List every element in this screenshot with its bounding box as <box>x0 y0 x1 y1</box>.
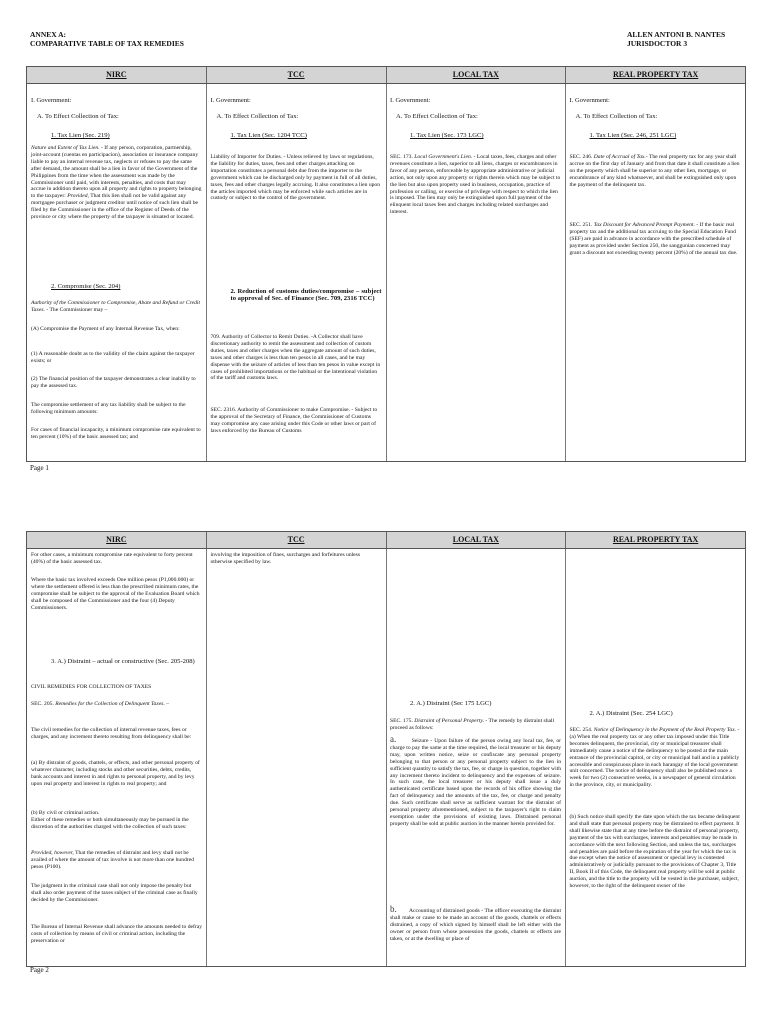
paragraph: (b) By civil or criminal action. <box>31 810 100 816</box>
item-heading: 2. Reduction of customs duties/compromise – subject to approval of Sec. of Finance (Sec. 709, 2316 TCC) <box>230 288 382 302</box>
column-header-tcc: TCC <box>207 532 387 548</box>
item-heading: 2. Compromise (Sec. 204) <box>51 283 121 290</box>
paragraph: SEC. 205. Remedies for the Collection of Delinquent Taxes. – <box>31 701 170 707</box>
paragraph: For cases of financial incapacity, a minimum compromise rate equivalent to ten percent (10%) of the basic assessed tax; and <box>31 427 201 440</box>
page1-table <box>26 66 746 462</box>
table-header <box>27 67 745 84</box>
item-heading: 2. A.) Distraint (Sec. 254 LGC) <box>589 710 673 717</box>
subsection-heading: A. To Effect Collection of Tax: <box>396 113 478 120</box>
section-heading: I. Government: <box>210 97 251 104</box>
nirc-column <box>27 549 207 966</box>
page-number: Page 1 <box>30 464 49 472</box>
paragraph: involving the imposition of fines, surcharges and forfeitures unless otherwise specified by law. <box>210 552 361 565</box>
paragraph: (b) Such notice shall specify the date upon which the tax became delinquent and shall state that personal property may be distrained to effect payment. It shall likewise state that at any time before the distraint of personal property, payment of the tax with surcharges, interests and penalties may be made in accordance with the next following Section, and unless the tax, surcharges and penalties are paid before the expiration of the year for which the tax is due except when the notice of assessment or special levy is contested administratively or judicially pursuant to the provisions of Chapter 3, Title II, Book II of this Code, the delinquent real property will be sold at public auction, and the title to the property will be vested in the purchaser, subject, however, to the right of the delinquent owner of the <box>569 814 740 890</box>
subsection-heading: A. To Effect Collection of Tax: <box>216 113 299 120</box>
section-heading: I. Government: <box>569 97 610 104</box>
document-title: COMPARATIVE TABLE OF TAX REMEDIES <box>30 39 184 48</box>
paragraph: For other cases, a minimum compromise rate equivalent to forty percent (40%) of the basic assessed tax. <box>31 552 193 565</box>
author-name: ALLEN ANTONI B. NANTES <box>627 30 726 39</box>
item-heading: 1. Tax Lien (Sec. 173 LGC) <box>410 132 484 139</box>
paragraph: (A) Compromise the Payment of any Internal Revenue Tax, when: <box>31 326 180 332</box>
column-header-real-property-tax: REAL PROPERTY TAX <box>612 535 699 544</box>
paragraph: (1) A reasonable doubt as to the validity of the claim against the taxpayer exists; or <box>31 351 195 364</box>
paragraph: The compromise settlement of any tax liability shall be subject to the following minimum amounts: <box>31 402 186 415</box>
item-heading: 1. Tax Lien (Sec. 246, 251 LGC) <box>589 132 677 139</box>
subsection-heading: A. To Effect Collection of Tax: <box>575 113 658 120</box>
section-heading: I. Government: <box>390 97 431 104</box>
paragraph: 709. Authority of Collector to Remit Duties. -A Collector shall have discretionary authority to remit the assessment and collection of custom duties, taxes and other charges when the aggregate amount of such duties, taxes and other charges is less than ten pesos in all cases, and he may dispense with the seizure of articles of less than ten pesos in value except in cases of prohibited importations or the habitual or the intentional violation of the tariff and customs laws. <box>210 334 381 382</box>
paragraph: Authority of the Commissioner to Compromise, Abate and Refund or Credit Taxes. - The Commissioner may – <box>31 300 200 313</box>
subsection-heading: A. To Effect Collection of Tax: <box>37 113 119 120</box>
list-item: b. Accounting of distrained goods - The officer executing the distraint shall make or cause to be made an account of the goods, chattels or effects distrained, a copy of which signed by himself shall be left either with the owner or person from whose possession the goods, chattels or effects are taken, or at the dwelling or place of <box>390 904 561 942</box>
paragraph: SEC. 2316. Authority of Commissioner to make Compromise. - Subject to the approval of the Secretary of Finance, the Commissioner of Customs may compromise any case arising under this Code or other laws or part of laws enforced by the Bureau of Customs <box>210 407 378 434</box>
document-header-left <box>30 30 184 48</box>
local-tax-column <box>386 549 566 966</box>
column-header-local-tax: LOCAL TAX <box>387 532 567 548</box>
local-tax-column <box>386 84 566 461</box>
paragraph: The Bureau of Internal Revenue shall advance the amounts needed to defray costs of collection by means of civil or criminal action, including the preservation or <box>31 924 203 944</box>
paragraph: The civil remedies for the collection of internal revenue taxes, fees or charges, and any increment thereto resulting from delinquency shall be: <box>31 727 192 740</box>
item-heading: 1. Tax Lien (Sec. 1204 TCC) <box>230 132 307 139</box>
paragraph: SEC. 254. Notice of Delinquency in the Payment of the Real Property Tax. - (a) When the real property tax or any other tax imposed under this Title becomes delinquent, the provincial, city or municipal treasurer shall immediately cause a notice of the delinquency to be posted at the main entrance of the provincial capitol, or city or municipal hall and in a publicly accessible and conspicuous place in each barangay of the local government unit concerned. The notice of delinquency shall also be published once a week for two (2) consecutive weeks, in a newspaper of general circulation in the province, city, or municipality. <box>569 727 740 789</box>
paragraph: (2) The financial position of the taxpayer demonstrates a clear inability to pay the assessed tax. <box>31 376 196 389</box>
paragraph: Either of these remedies or both simultaneously may be pursued in the discretion of the authorities charged with the collection of such taxes: <box>31 817 189 830</box>
paragraph: Nature and Extent of Tax Lien. - If any person, corporation, partnership, joint-account (cuentas en participacion), association or insurance company liable to pay an internal revenue tax, neglects or refuses to pay the same after demand, the amount shall be a lien in favor of the Government of the Philippines from the time when the assessment was made by the Commissioner until paid, with interests, penalties, and costs that may accrue in addition thereto upon all property and rights to property belonging to the taxpayer: Provided, That this lien shall not be valid against any mortgagee purchaser or judgment creditor until notice of such lien shall be filed by the Commissioner in the office of the Register of Deeds of the province or city where the property of the taxpayer is situated or located. <box>31 145 202 221</box>
item-heading: 3. A.) Distraint – actual or constructive (Sec. 205-208) <box>51 658 195 665</box>
paragraph: (a) By distraint of goods, chattels, or effects, and other personal property of whatever character, including stocks and other securities, debts, credits, bank accounts and interest in and rights to personal property, and by levy upon real property and interest in rights to real property; and <box>31 760 200 787</box>
column-header-tcc: TCC <box>207 67 387 83</box>
paragraph: Liability of Importer for Duties. - Unless relieved by laws or regulations, the liability for duties, taxes, fees and other charges attaching on importation constitutes a personal debt due from the importer to the government which can be discharged only by payment in full of all duties, taxes, fees and other charges legally accruing. It also constitutes a lien upon the articles imported which may be enforced while such articles are in custody or subject to the control of the government. <box>210 154 381 202</box>
real-property-tax-column <box>566 84 746 461</box>
item-heading: 2. A.) Distraint (Sec 175 LGC) <box>410 700 492 707</box>
item-heading: 1. Tax Lien (Sec. 219) <box>51 132 110 139</box>
paragraph: Where the basic tax involved exceeds One million pesos (P1,000.000) or where the settlement offered is less than the prescribed minimum rates, the compromise shall be subject to the approval of the Evaluation Board which shall be composed of the Commissioner and the four (4) Deputy Commissioners. <box>31 577 200 611</box>
page-number: Page 2 <box>30 966 49 974</box>
paragraph: CIVIL REMEDIES FOR COLLECTION OF TAXES <box>31 684 152 690</box>
section-heading: I. Government: <box>31 97 72 104</box>
document-header-right <box>627 30 725 48</box>
column-header-real-property-tax: REAL PROPERTY TAX <box>612 70 699 79</box>
paragraph: SEC. 246. Date of Accrual of Tax.- The real property tax for any year shall accrue on the first day of January and from that date it shall constitute a lien on the property which shall be superior to any other lien, mortgage, or encumbrance of any kind whatsoever, and shall be extinguished only upon the payment of the delinquent tax. <box>569 154 740 188</box>
author-course: JURISDOCTOR 3 <box>627 39 688 48</box>
table-header <box>27 532 745 549</box>
tcc-column <box>207 84 387 461</box>
paragraph: The judgment in the criminal case shall not only impose the penalty but shall also order payment of the taxes subject of the criminal case as finally decided by the Commissioner. <box>31 883 198 903</box>
nirc-column <box>27 84 207 461</box>
list-item: a. Seizure - Upon failure of the person owing any local tax, fee, or charge to pay the same at the time required, the local treasurer or his deputy may, upon written notice, seize or confiscate any personal property belonging to that person or any personal property subject to the lien in sufficient quantity to satisfy the tax, fee, or charge in question, together with any increment thereto incident to delinquency and the expenses of seizure. In such case, the local treasurer or his deputy shall issue a duly authenticated certificate based upon the records of his office showing the fact of delinquency and the amounts of the tax, fee, or charge and penalty due. Such certificate shall serve as sufficient warrant for the distraint of personal property aforementioned, subject to the taxpayer's right to claim exemption under the provisions of existing laws. Distrained personal property shall be sold at public auction in the manner herein provided for. <box>390 734 561 827</box>
column-header-nirc: NIRC <box>27 532 207 548</box>
real-property-tax-column <box>566 549 746 966</box>
column-header-nirc: NIRC <box>27 67 207 83</box>
paragraph: SEC. 173. Local Government's Lien. - Local taxes, fees, charges and other revenues constitute a lien, superior to all liens, charges or encumbrances in favor of any person, enforceable by appropriate administrative or judicial action, not only upon any property or rights therein which may be subject to the lien but also upon property used in business, occupation, practice of profession or calling, or exercise of privilege with respect to which the lien is imposed. The lien may only be extinguished upon full payment of the elinquent local taxes fees and charges including related surcharges and interest. <box>390 154 561 216</box>
tcc-column <box>207 549 387 966</box>
paragraph: SEC. 251. Tax Discount for Advanced Prompt Payment. - If the basic real property tax and the additional tax accruing to the Special Education Fund (SEF) are paid in advance in accordance with the prescribed schedule of payment as provided under Section 250, the sanggunian concerned may grant a discount not exceeding twenty percent (20%) of the annual tax due. <box>569 222 738 256</box>
page2-table <box>26 531 746 967</box>
paragraph: Provided, however, That the remedies of distraint and levy shall not be availed of where the amount of tax involve is not more than one hundred pesos (P100). <box>31 850 194 870</box>
paragraph: SEC. 175. Distraint of Personal Property. - The remedy by distraint shall proceed as follows: <box>390 718 555 731</box>
annex-label: ANNEX A: <box>30 30 67 39</box>
column-header-local-tax: LOCAL TAX <box>387 67 567 83</box>
